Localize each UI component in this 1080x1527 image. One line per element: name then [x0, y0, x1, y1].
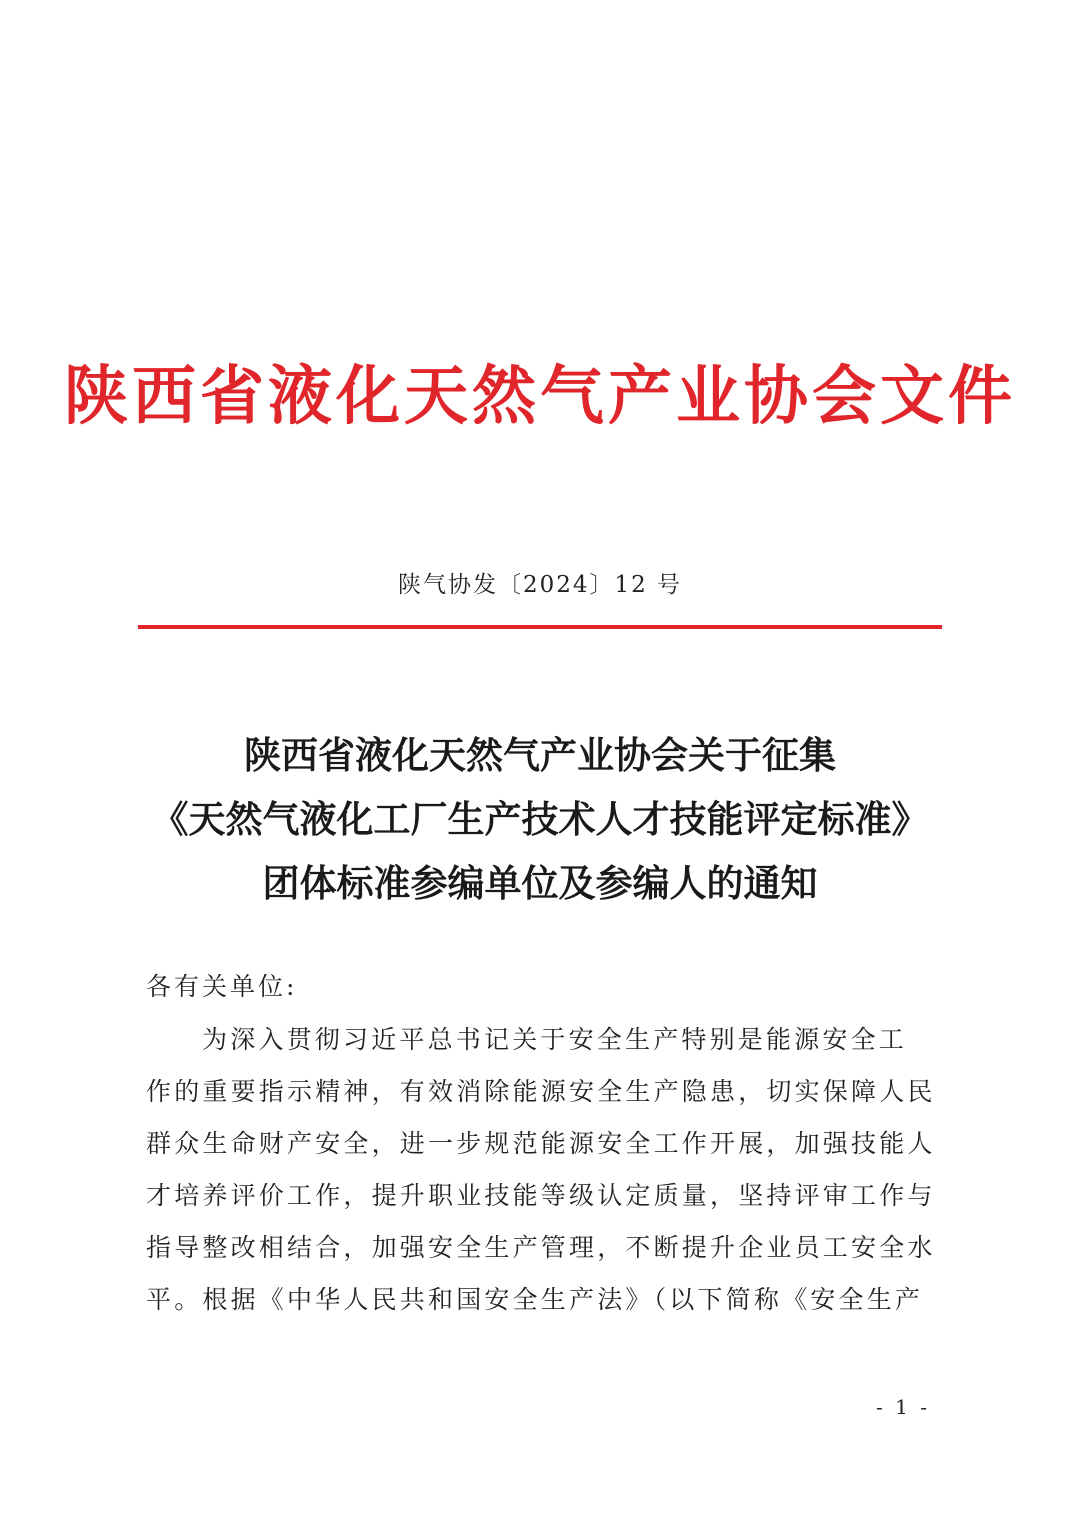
- body-line-5: 指导整改相结合，加强安全生产管理，不断提升企业员工安全水: [146, 1233, 936, 1262]
- organization-header-title: 陕西省液化天然气产业协会文件: [64, 359, 1016, 434]
- body-line-3: 群众生命财产安全，进一步规范能源安全工作开展，加强技能人: [146, 1129, 936, 1158]
- body-paragraph: [146, 1014, 946, 1326]
- salutation: 各有关单位:: [146, 972, 298, 1001]
- document-number: 陕气协发〔2024〕12 号: [397, 572, 683, 598]
- body-line-6: 平。根据《中华人民共和国安全生产法》（以下简称《安全生产: [146, 1285, 924, 1314]
- body-line-2: 作的重要指示精神，有效消除能源安全生产隐患，切实保障人民: [146, 1077, 936, 1106]
- red-separator-rule: [138, 625, 942, 629]
- page-number: - 1 -: [876, 1395, 930, 1419]
- notice-title-line-2: 《天然气液化工厂生产技术人才技能评定标准》: [151, 797, 929, 841]
- notice-title-line-3: 团体标准参编单位及参编人的通知: [262, 861, 818, 905]
- body-line-1: 为深入贯彻习近平总书记关于安全生产特别是能源安全工: [202, 1025, 908, 1054]
- body-line-4: 才培养评价工作，提升职业技能等级认定质量，坚持评审工作与: [146, 1181, 936, 1210]
- notice-title-line-1: 陕西省液化天然气产业协会关于征集: [244, 733, 836, 777]
- notice-title: [0, 723, 1080, 915]
